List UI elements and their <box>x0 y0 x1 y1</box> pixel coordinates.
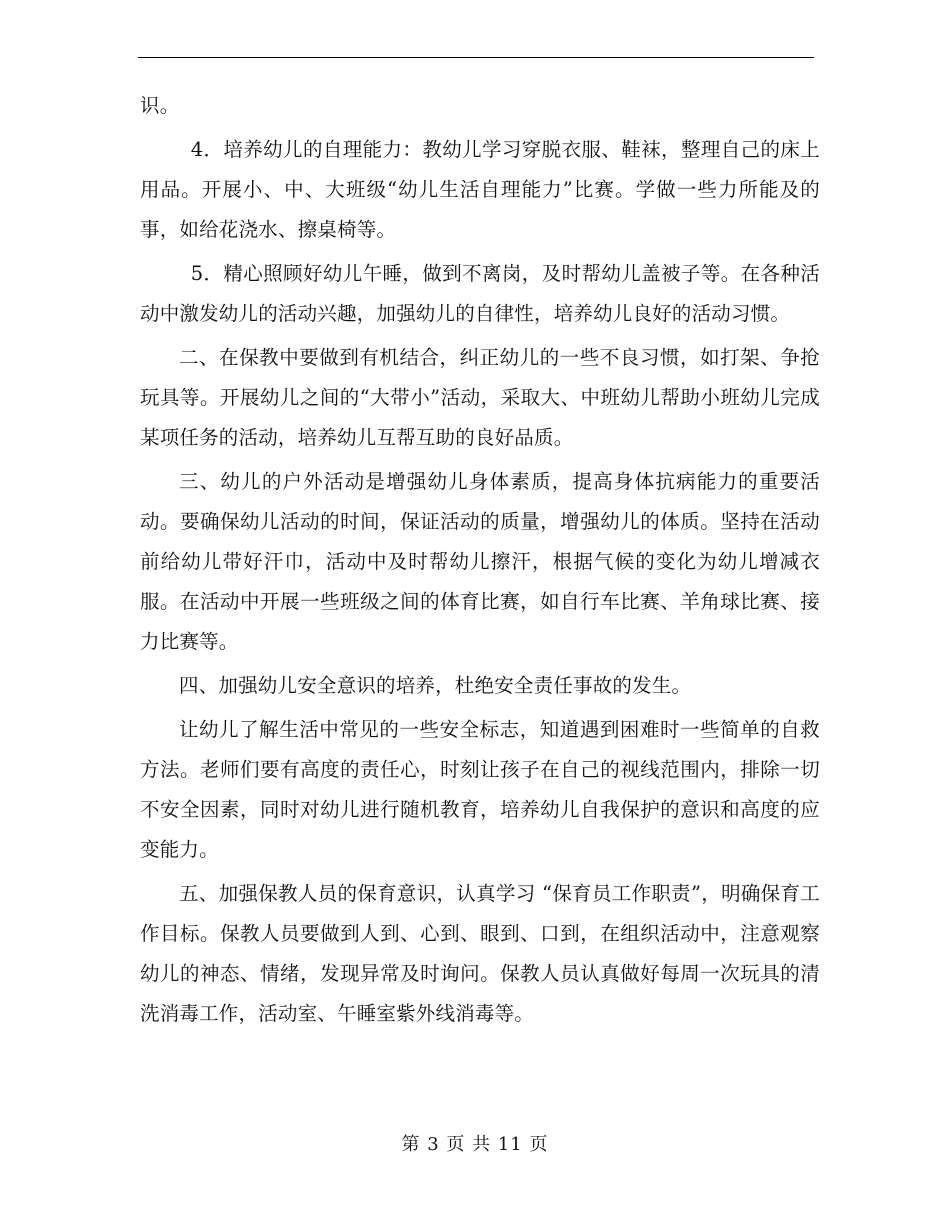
paragraph-section-5: 五、加强保教人员的保育意识，认真学习 “保育员工作职责”，明确保育工作目标。保教人员要做到人到、心到、眼到、口到，在组织活动中，注意观察幼儿的神态、情绪，发现异常及时询问。保教人员认真做好每周一次玩具的清洗消毒工作，活动室、午睡室紫外线消毒等。 <box>140 882 820 1025</box>
paragraph-item-4: 4．培养幼儿的自理能力：教幼儿学习穿脱衣服、鞋袜，整理自己的床上用品。开展小、中、大班级“幼儿生活自理能力”比赛。学做一些力所能及的事，如给花浇水、擦桌椅等。 <box>140 138 820 241</box>
paragraph-continuation: 识。 <box>140 94 180 117</box>
header-rule <box>138 57 814 58</box>
document-body <box>140 86 820 1038</box>
paragraph-item-5: 5．精心照顾好幼儿午睡，做到不离岗，及时帮幼儿盖被子等。在各种活动中激发幼儿的活动兴趣，加强幼儿的自律性，培养幼儿良好的活动习惯。 <box>140 262 820 325</box>
paragraph-section-2: 二、在保教中要做到有机结合，纠正幼儿的一些不良习惯，如打架、争抢玩具等。开展幼儿之间的“大带小”活动，采取大、中班幼儿帮助小班幼儿完成某项任务的活动，培养幼儿互帮互助的良好品质。 <box>140 346 820 449</box>
paragraph-section-3: 三、幼儿的户外活动是增强幼儿身体素质，提高身体抗病能力的重要活动。要确保幼儿活动的时间，保证活动的质量，增强幼儿的体质。坚持在活动前给幼儿带好汗巾，活动中及时帮幼儿擦汗，根据气候的变化为幼儿增减衣服。在活动中开展一些班级之间的体育比赛，如自行车比赛、羊角球比赛、接力比赛等。 <box>140 470 820 653</box>
paragraph-safety: 让幼儿了解生活中常见的一些安全标志，知道遇到困难时一些简单的自救方法。老师们要有高度的责任心，时刻让孩子在自己的视线范围内，排除一切不安全因素，同时对幼儿进行随机教育，培养幼儿自我保护的意识和高度的应变能力。 <box>140 718 820 861</box>
page-number: 第 3 页 共 11 页 <box>401 1134 549 1155</box>
paragraph-section-4: 四、加强幼儿安全意识的培养，杜绝安全责任事故的发生。 <box>179 674 692 697</box>
